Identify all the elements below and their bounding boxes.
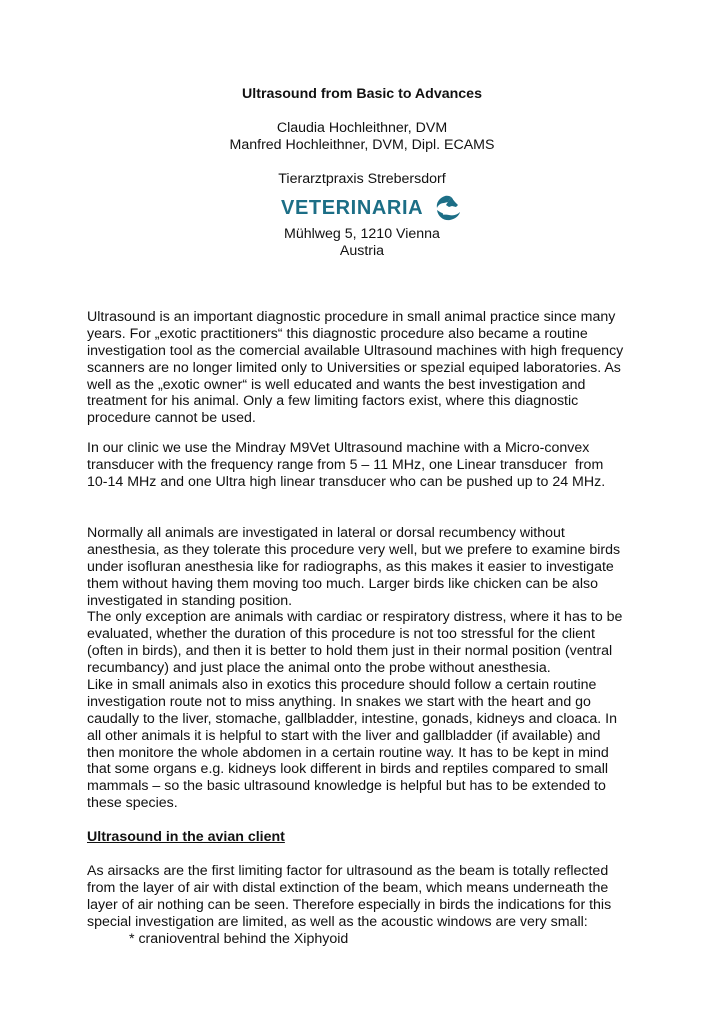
text-line: In our clinic we use the Mindray M9Vet Ultrasound machine with a Micro-convex <box>87 440 590 456</box>
address-line-2: Austria <box>339 243 385 259</box>
address-line-1: Mühlweg 5, 1210 Vienna <box>284 226 440 242</box>
text-line: transducer with the frequency range from 5 – 11 MHz, one Linear transducer from <box>87 456 604 473</box>
text-line: special investigation are limited, as well as the acoustic windows are very small: <box>87 913 588 930</box>
document-title: Ultrasound from Basic to Advances <box>242 86 482 102</box>
text-line: Ultrasound is an important diagnostic procedure in small animal practice since many <box>87 309 616 325</box>
paragraph-procedure <box>87 525 667 812</box>
text-line: investigation route not to miss anything. In snakes we start with the heart and go <box>87 693 591 710</box>
logo-text: VETERINARIA <box>281 196 424 219</box>
paragraph-avian <box>87 863 667 947</box>
text-line: from the layer of air with distal extinction of the beam, which means underneath the <box>87 879 609 896</box>
text-line: layer of air nothing can be seen. Therefore especially in birds the indications for this <box>87 896 612 913</box>
paragraph-intro <box>87 309 667 427</box>
text-line: caudally to the liver, stomache, gallbladder, intestine, gonads, kidneys and cloaca. In <box>87 710 617 727</box>
authors <box>0 120 724 154</box>
text-line: all other animals it is helpful to start with the liver and gallbladder (if available) and <box>87 727 601 744</box>
animal-head-hand-logo-icon <box>431 193 465 223</box>
section-heading: Ultrasound in the avian client <box>87 829 285 845</box>
veterinaria-logo <box>281 193 465 223</box>
text-line: scanners are no longer limited only to Universities or spezial equiped laboratories. As <box>87 359 621 376</box>
text-line: recumbancy) and just place the animal onto the probe without anesthesia. <box>87 660 551 677</box>
paragraph-equipment <box>87 440 667 491</box>
text-line: well as the „exotic owner“ is well educated and wants the best investigation and <box>87 376 586 393</box>
author-2: Manfred Hochleithner, DVM, Dipl. ECAMS <box>229 137 495 153</box>
text-line: that some organs e.g. kidneys look different in birds and reptiles compared to small <box>87 761 609 778</box>
text-line: 10-14 MHz and one Ultra high linear transducer who can be pushed up to 24 MHz. <box>87 473 606 490</box>
text-line: these species. <box>87 795 178 812</box>
text-line: mammals – so the basic ultrasound knowledge is helpful but has to be extended to <box>87 778 606 795</box>
text-line: anesthesia, as they tolerate this procedure very well, but we prefere to examine birds <box>87 541 621 558</box>
text-line: procedure cannot be used. <box>87 410 256 427</box>
author-1: Claudia Hochleithner, DVM <box>276 120 448 136</box>
text-line: Like in small animals also in exotics this procedure should follow a certain routine <box>87 677 597 694</box>
address <box>0 226 724 260</box>
text-line: investigation tool as the comercial available Ultrasound machines with high frequency <box>87 342 624 359</box>
text-line: treatment for his animal. Only a few limiting factors exist, where this diagnostic <box>87 393 579 410</box>
text-line: under isofluran anesthesia like for radiographs, as this makes it easier to investigate <box>87 558 614 575</box>
text-line: As airsacks are the first limiting factor for ultrasound as the beam is totally reflected <box>87 863 609 879</box>
text-line: them without having them moving too much. Larger birds like chicken can be also <box>87 575 599 592</box>
text-line: years. For „exotic practitioners“ this diagnostic procedure also became a routine <box>87 325 588 342</box>
text-line: then monitore the whole abdomen in a certain routine way. It has to be kept in mind <box>87 744 609 761</box>
text-line: (often in birds), and then it is better to hold them just in their normal position (ventral <box>87 643 613 660</box>
bullet-item: * cranioventral behind the Xiphyoid <box>129 930 349 947</box>
text-line: The only exception are animals with cardiac or respiratory distress, where it has to be <box>87 609 623 626</box>
practice-name: Tierarztpraxis Strebersdorf <box>278 171 446 187</box>
text-line: evaluated, whether the duration of this procedure is not too stressful for the client <box>87 626 595 643</box>
text-line: investigated in standing position. <box>87 592 293 609</box>
text-line: Normally all animals are investigated in lateral or dorsal recumbency without <box>87 525 565 541</box>
